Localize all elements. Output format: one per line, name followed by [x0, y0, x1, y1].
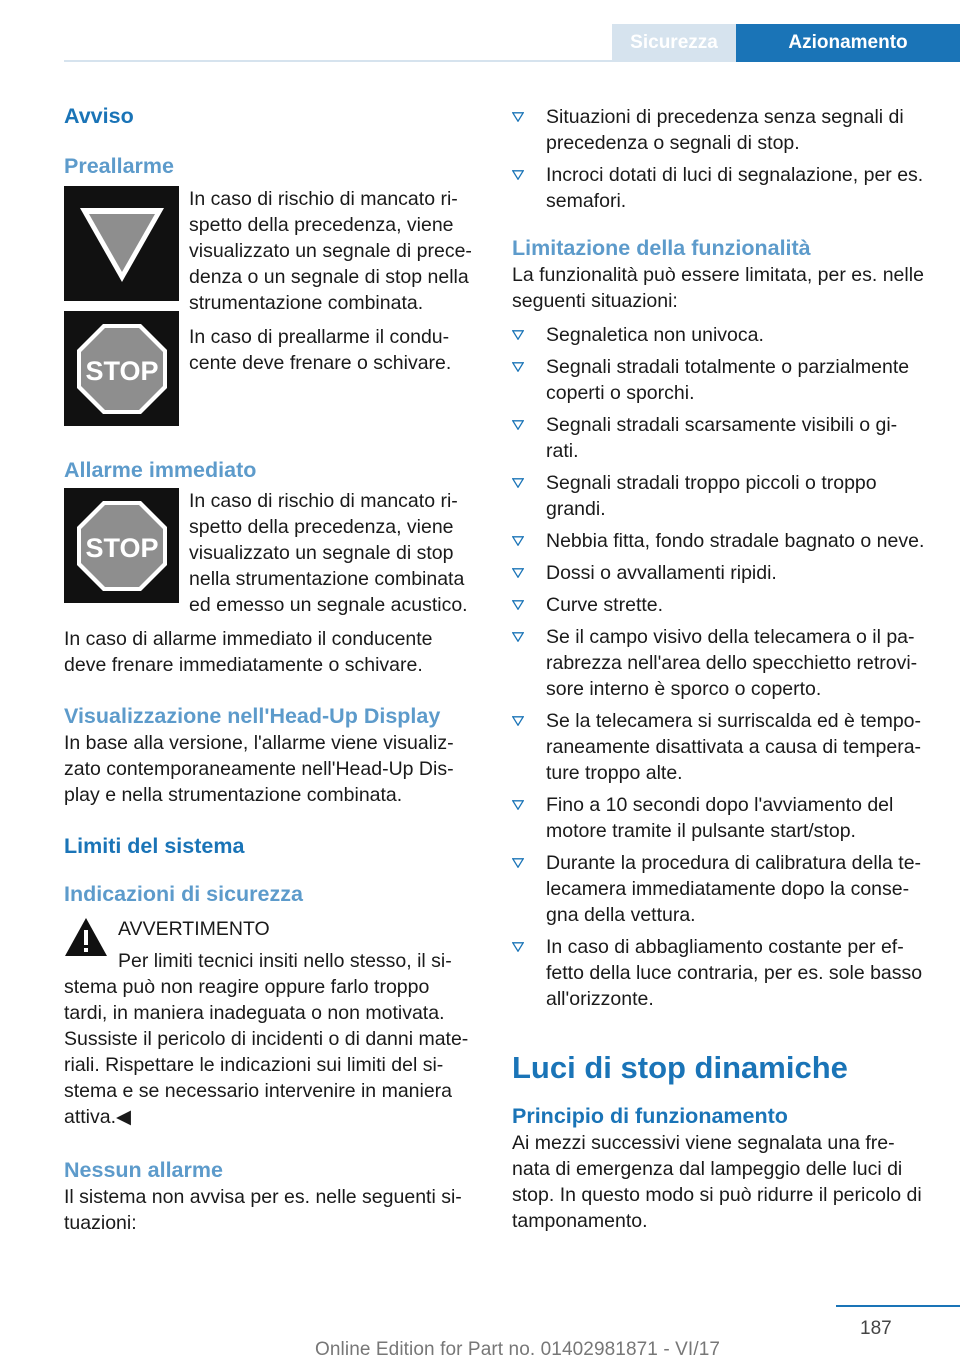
allarme-text: In caso di rischio di mancato ri-spetto della precedenza, viene visualizzato un segnale di stop nella strumentazione combinata ed emesso un segnale acustico. — [189, 490, 468, 616]
warning-lead: Per limiti tecnici insiti nello stesso, il si- — [118, 950, 452, 972]
no-alarm-list — [512, 104, 928, 214]
stop-sign-label: STOP — [84, 355, 159, 386]
list-item-text: Segnaletica non univoca. — [546, 324, 764, 346]
list-item — [512, 322, 928, 348]
list-item — [512, 412, 928, 464]
warning-text: stema può non reagire oppure farlo troppo tardi, in maniera inadeguata o non motivata. Sussiste il pericolo di incidenti o di danni mate-riali. Rispettare le indicazioni sui limiti del si-stema e se necessario intervenire in maniera attiva.◀ — [64, 976, 469, 1128]
list-item — [512, 708, 928, 786]
edition-footer: Online Edition for Part no. 01402981871 - VI/17 — [315, 1339, 721, 1360]
preallarme-text-1: In caso di rischio di mancato ri-spetto della precedenza, viene visualizzato un segnale di prece-denza o un segnale di stop nella strumentazione combinata. — [189, 188, 472, 314]
bullet-triangle-icon — [512, 362, 524, 372]
luci-heading: Luci di stop dinamiche — [512, 1050, 848, 1085]
list-item — [512, 934, 928, 1012]
bullet-triangle-icon — [512, 858, 524, 868]
list-item — [512, 850, 928, 928]
list-item-text: Segnali stradali troppo piccoli o troppo grandi. — [546, 472, 877, 520]
preallarme-heading: Preallarme — [64, 154, 174, 178]
preallarme-figure — [64, 186, 478, 426]
bullet-triangle-icon — [512, 420, 524, 430]
bullet-triangle-icon — [512, 536, 524, 546]
nessun-heading: Nessun allarme — [64, 1158, 223, 1182]
stop-sign-image-2 — [64, 488, 179, 603]
limitazione-heading: Limitazione della funzionalità — [512, 236, 811, 260]
list-item-text: Incroci dotati di luci di segnalazione, per es. semafori. — [546, 164, 924, 212]
warning-triangle-icon — [64, 916, 108, 960]
principio-heading: Principio di funzionamento — [512, 1104, 788, 1128]
bullet-triangle-icon — [512, 478, 524, 488]
list-item-text: Segnali stradali totalmente o parzialmente coperti o sporchi. — [546, 356, 910, 404]
yield-sign-image — [64, 186, 179, 301]
right-column — [512, 104, 928, 1234]
avviso-heading: Avviso — [64, 104, 134, 128]
allarme-paragraph: In caso di allarme immediato il conducente deve frenare immediatamente o schivare. — [64, 628, 433, 676]
bullet-triangle-icon — [512, 632, 524, 642]
warning-title: AVVERTIMENTO — [118, 918, 270, 940]
list-item — [512, 162, 928, 214]
list-item-text: Se la telecamera si surriscalda ed è tempo-raneamente disattivata a causa di tempera-ture troppo alte. — [546, 710, 922, 784]
bullet-triangle-icon — [512, 600, 524, 610]
list-item-text: In caso di abbagliamento costante per ef-fetto della luce contraria, per es. sole basso all'orizzonte. — [546, 936, 923, 1010]
bullet-triangle-icon — [512, 942, 524, 952]
warning-block — [64, 916, 478, 974]
yield-sign-icon — [76, 202, 168, 286]
hud-text: In base alla versione, l'allarme viene visualiz-zato contemporaneamente nell'Head-Up Dis-play e nella strumentazione combinata. — [64, 732, 454, 806]
allarme-heading: Allarme immediato — [64, 458, 257, 482]
limitation-list — [512, 322, 928, 1012]
list-item — [512, 592, 928, 618]
bullet-triangle-icon — [512, 716, 524, 726]
list-item — [512, 354, 928, 406]
list-item-text: Curve strette. — [546, 594, 664, 616]
list-item-text: Se il campo visivo della telecamera o il pa-rabrezza nell'area dello specchietto retrovi-sore interno è sporco o coperto. — [546, 626, 918, 700]
allarme-figure — [64, 488, 478, 618]
list-item — [512, 528, 928, 554]
nessun-text: Il sistema non avvisa per es. nelle seguenti si-tuazioni: — [64, 1186, 462, 1234]
list-item-text: Segnali stradali scarsamente visibili o gi-rati. — [546, 414, 898, 462]
list-item — [512, 792, 928, 844]
footer-rule — [836, 1305, 960, 1307]
list-item — [512, 624, 928, 702]
page-number: 187 — [860, 1318, 892, 1339]
principio-text: Ai mezzi successivi viene segnalata una fre-nata di emergenza dal lampeggio delle luci di stop. In questo modo si può ridurre il pericolo di tamponamento. — [512, 1132, 922, 1232]
tab-section[interactable]: Sicurezza — [612, 24, 736, 62]
sicurezza-heading: Indicazioni di sicurezza — [64, 882, 303, 906]
limitazione-text: La funzionalità può essere limitata, per es. nelle seguenti situazioni: — [512, 264, 924, 312]
bullet-triangle-icon — [512, 112, 524, 122]
list-item-text: Durante la procedura di calibratura della te-lecamera immediatamente dopo la conse-gna della vettura. — [546, 852, 922, 926]
left-column — [64, 96, 478, 1236]
stop-sign-icon — [75, 322, 169, 416]
bullet-triangle-icon — [512, 330, 524, 340]
bullet-triangle-icon — [512, 568, 524, 578]
limiti-heading: Limiti del sistema — [64, 834, 245, 858]
list-item — [512, 470, 928, 522]
stop-sign-label: STOP — [84, 532, 159, 563]
bullet-triangle-icon — [512, 170, 524, 180]
stop-sign-icon — [75, 499, 169, 593]
hud-heading: Visualizzazione nell'Head-Up Display — [64, 704, 441, 728]
bullet-triangle-icon — [512, 800, 524, 810]
list-item-text: Nebbia fitta, fondo stradale bagnato o neve. — [546, 530, 925, 552]
list-item — [512, 560, 928, 586]
preallarme-text-2: In caso di preallarme il condu-cente deve frenare o schivare. — [189, 326, 452, 374]
list-item-text: Situazioni di precedenza senza segnali di precedenza o segnali di stop. — [546, 106, 904, 154]
tab-chapter[interactable]: Azionamento — [736, 24, 960, 62]
list-item-text: Dossi o avvallamenti ripidi. — [546, 562, 777, 584]
list-item-text: Fino a 10 secondi dopo l'avviamento del motore tramite il pulsante start/stop. — [546, 794, 894, 842]
list-item — [512, 104, 928, 156]
stop-sign-image — [64, 311, 179, 426]
